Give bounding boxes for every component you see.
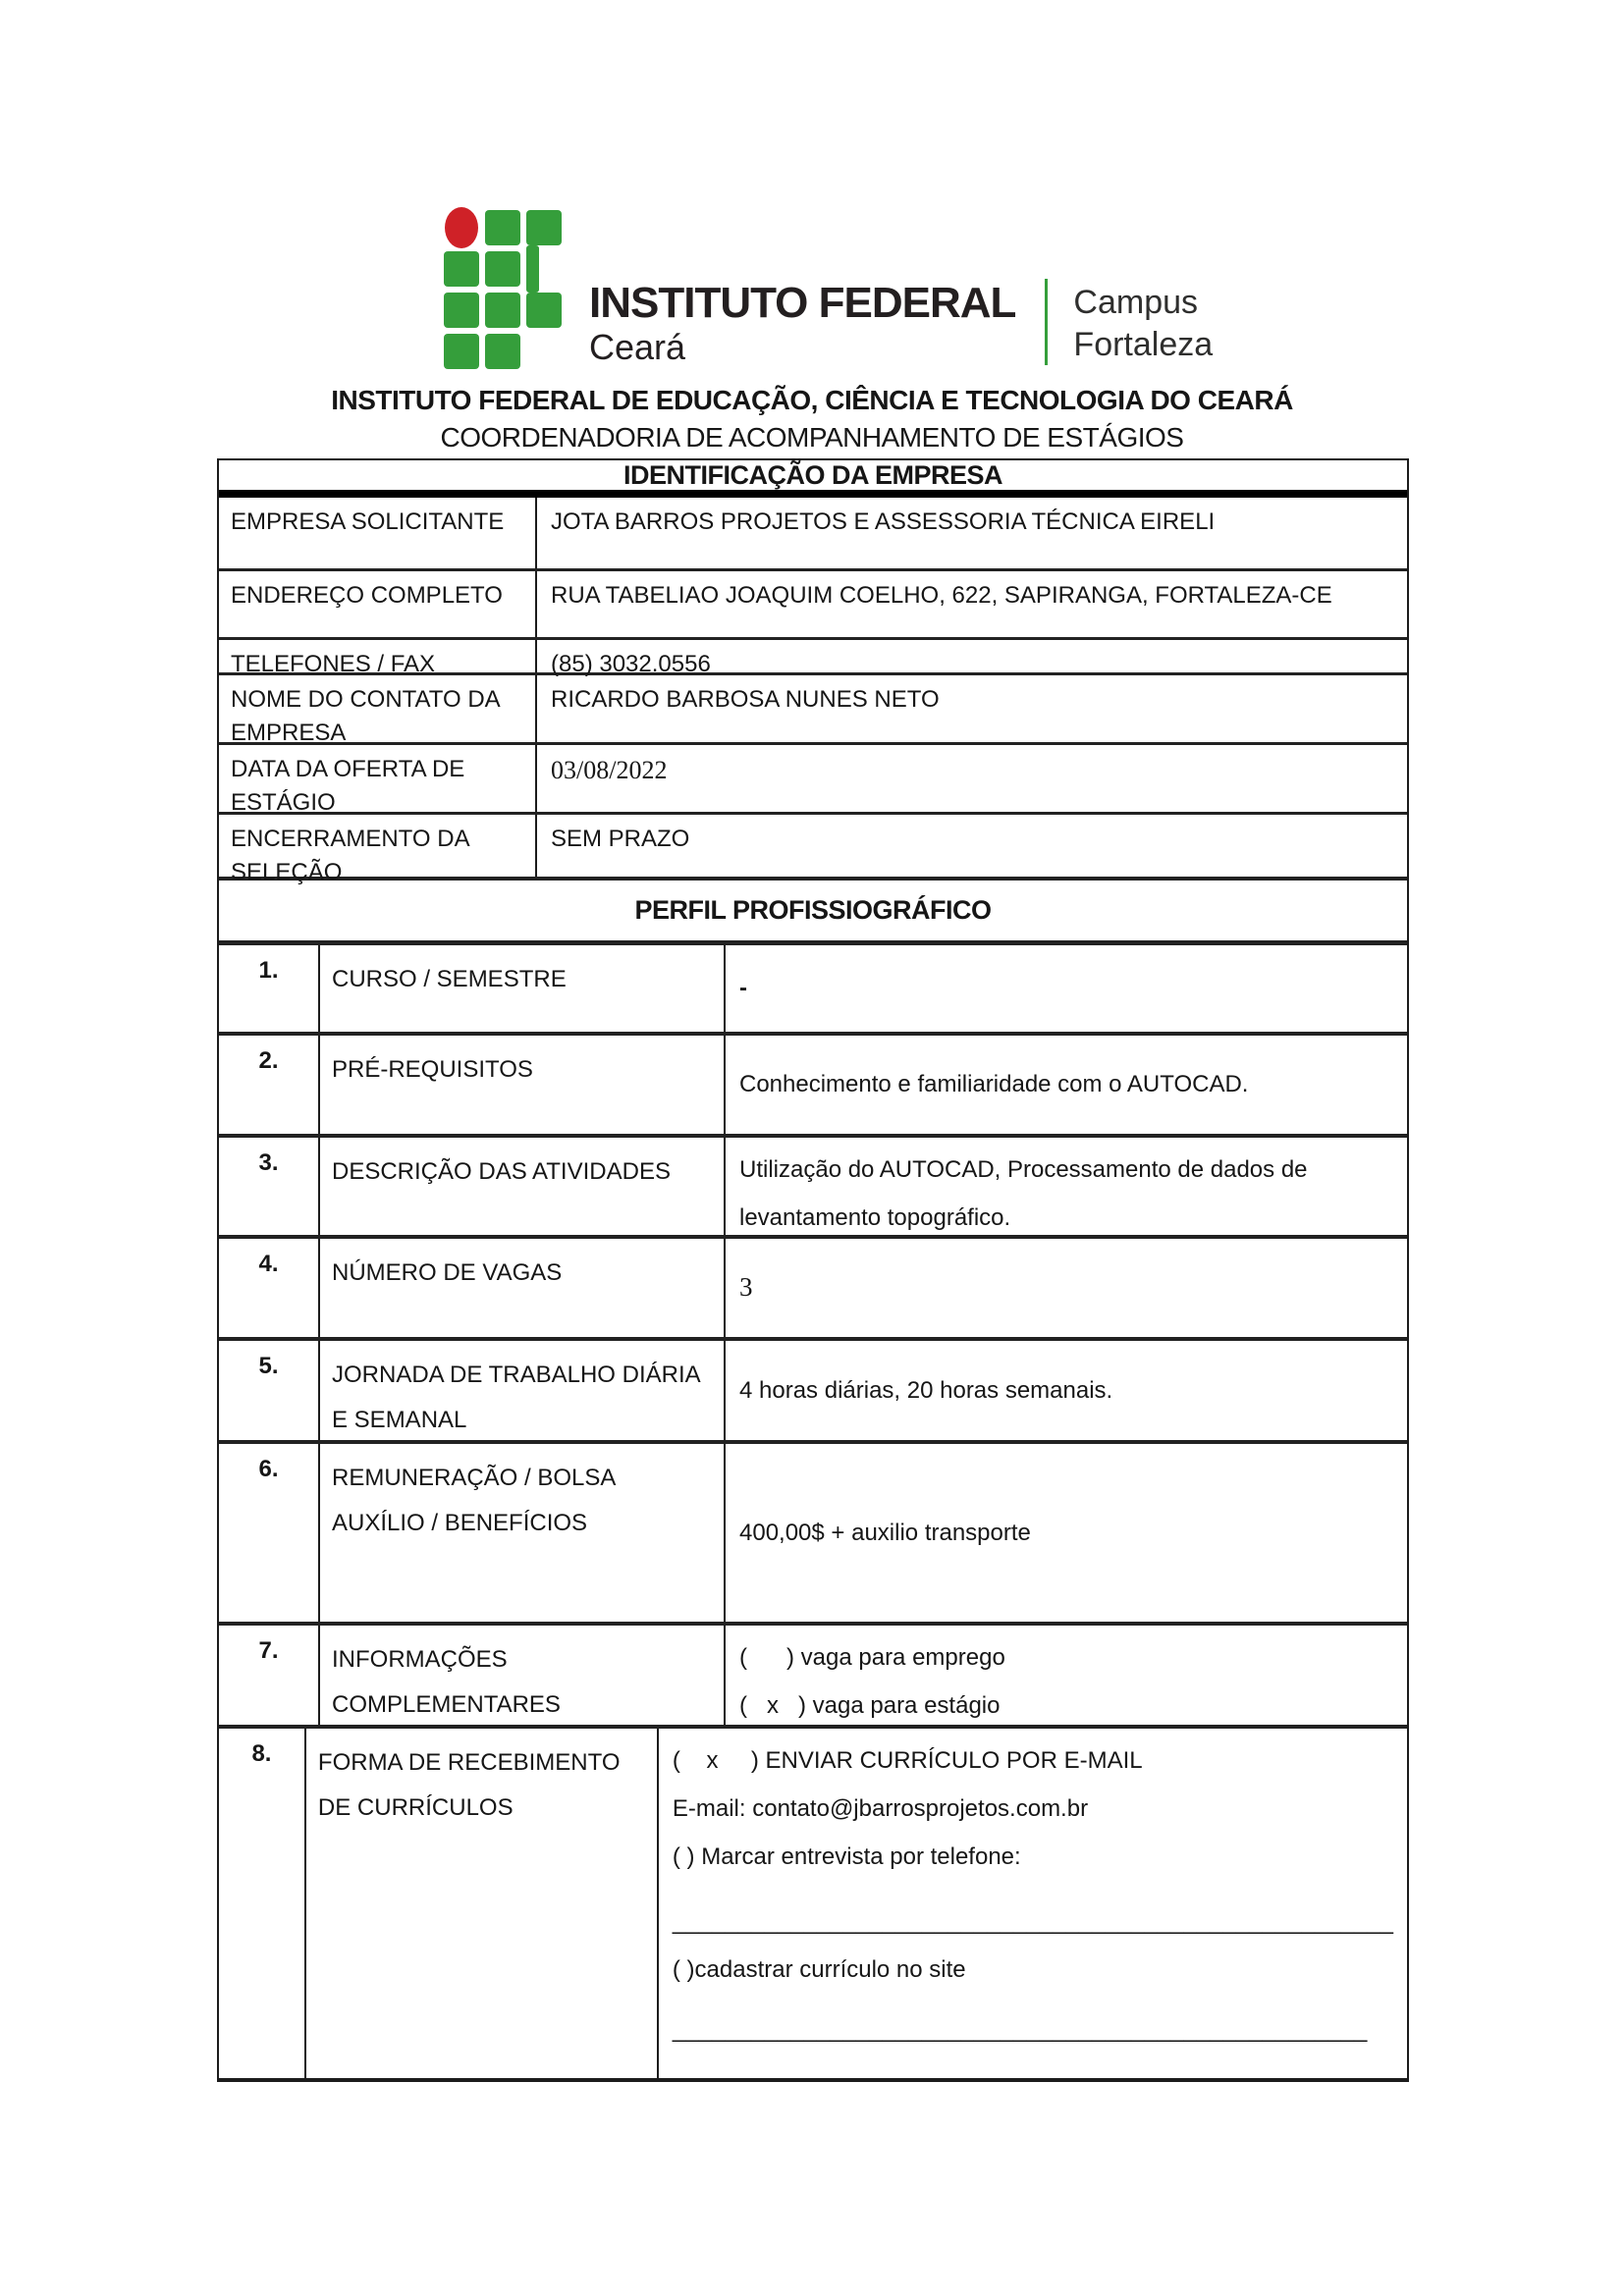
- row-number-cell: 3.: [219, 1138, 320, 1235]
- form-table: [217, 458, 1409, 2082]
- page-title: INSTITUTO FEDERAL DE EDUCAÇÃO, CIÊNCIA E TECNOLOGIA DO CEARÁ: [331, 385, 1293, 415]
- table-row: [219, 945, 1407, 1032]
- table-row: [219, 498, 1407, 568]
- profile-rows: [219, 945, 1407, 2078]
- row-number-cell: 4.: [219, 1239, 320, 1337]
- value-line: 4 horas diárias, 20 horas semanais.: [739, 1376, 1113, 1404]
- row-label-cell: DATA DA OFERTA DE ESTÁGIO: [219, 745, 537, 812]
- table-row: [219, 1337, 1407, 1440]
- logo-wordmark: [589, 281, 1015, 369]
- logo-region-text: Ceará: [589, 326, 686, 367]
- table-row: [219, 568, 1407, 637]
- table-row: [219, 1725, 1407, 2078]
- logo-square-icon: [485, 251, 520, 287]
- ifce-logo: [444, 210, 1213, 369]
- logo-square-icon: [526, 210, 562, 245]
- row-value-cell: [726, 1341, 1407, 1440]
- logo-divider: [1045, 279, 1048, 365]
- row-label-cell: CURSO / SEMESTRE: [320, 945, 726, 1032]
- row-label-cell: FORMA DE RECEBIMENTO DE CURRÍCULOS: [306, 1729, 659, 2078]
- table-row: [219, 1134, 1407, 1235]
- value-line: -: [739, 975, 747, 1002]
- row-number-cell: 6.: [219, 1444, 320, 1622]
- table-row: [219, 1235, 1407, 1337]
- value-line: E-mail: contato@jbarrosprojetos.com.br: [672, 1795, 1089, 1823]
- logo-square-icon: [444, 251, 479, 287]
- row-label-cell: REMUNERAÇÃO / BOLSA AUXÍLIO / BENEFÍCIOS: [320, 1444, 726, 1622]
- ifce-logo-grid-icon: [444, 210, 562, 369]
- logo-square-icon: [526, 293, 562, 328]
- logo-square-icon: [485, 334, 520, 369]
- value-line: ( ) Marcar entrevista por telefone:: [672, 1843, 1021, 1871]
- row-value-cell: [726, 1138, 1407, 1235]
- table-row: [219, 1440, 1407, 1622]
- value-line: ( ) vaga para emprego: [739, 1644, 1005, 1671]
- row-value-cell: [726, 945, 1407, 1032]
- row-number-cell: 5.: [219, 1341, 320, 1440]
- logo-square-icon: [485, 293, 520, 328]
- row-label-cell: NÚMERO DE VAGAS: [320, 1239, 726, 1337]
- logo-red-dot-icon: [445, 207, 478, 248]
- table-row: [219, 672, 1407, 747]
- row-value-cell: SEM PRAZO: [551, 826, 690, 852]
- table-row: [219, 1622, 1407, 1725]
- row-value-cell: RUA TABELIAO JOAQUIM COELHO, 622, SAPIRANGA, FORTALEZA-CE: [551, 582, 1332, 609]
- ruling-line: _____________________________________________________: [672, 2015, 1368, 2043]
- campus-line2: Fortaleza: [1073, 326, 1214, 364]
- table-row: [219, 812, 1407, 886]
- row-value-cell: 03/08/2022: [551, 756, 668, 784]
- table-row: [219, 637, 1407, 677]
- row-number-cell: 1.: [219, 945, 320, 1032]
- row-label-cell: DESCRIÇÃO DAS ATIVIDADES: [320, 1138, 726, 1235]
- row-label-cell: NOME DO CONTATO DA EMPRESA: [219, 675, 537, 742]
- row-label-cell: ENCERRAMENTO DA SELEÇÃO: [219, 815, 537, 877]
- row-number-cell: 2.: [219, 1036, 320, 1134]
- ruling-line: _______________________________________________________: [672, 1907, 1393, 1935]
- section-header-identificacao-da-empresa: IDENTIFICAÇÃO DA EMPRESA: [219, 460, 1407, 498]
- logo-vertical-bar-icon: [526, 245, 539, 293]
- table-row: [219, 1032, 1407, 1134]
- row-value-cell: [726, 1239, 1407, 1337]
- campus-line1: Campus: [1073, 283, 1199, 321]
- logo-campus-text: [1073, 282, 1213, 369]
- row-label-cell: JORNADA DE TRABALHO DIÁRIA E SEMANAL: [320, 1341, 726, 1440]
- row-label-cell: EMPRESA SOLICITANTE: [219, 498, 537, 568]
- section-header-perfil-profissiografico: PERFIL PROFISSIOGRÁFICO: [219, 877, 1407, 945]
- row-label-cell: ENDEREÇO COMPLETO: [219, 571, 537, 637]
- row-value-cell: JOTA BARROS PROJETOS E ASSESSORIA TÉCNICA EIRELI: [551, 508, 1216, 535]
- row-value-cell: [726, 1036, 1407, 1134]
- logo-square-icon: [485, 210, 520, 245]
- row-number-cell: 8.: [219, 1729, 306, 2078]
- row-label-cell: INFORMAÇÕES COMPLEMENTARES: [320, 1626, 726, 1725]
- row-value-cell: [659, 1729, 1407, 2078]
- value-line: ( x ) vaga para estágio: [739, 1692, 1001, 1720]
- row-value-cell: (85) 3032.0556: [551, 651, 711, 677]
- value-line: ( x ) ENVIAR CURRÍCULO POR E-MAIL: [672, 1747, 1143, 1774]
- logo-square-icon: [444, 293, 479, 328]
- logo-brand-text: INSTITUTO FEDERAL: [589, 279, 1016, 328]
- row-number-cell: 7.: [219, 1626, 320, 1725]
- table-row: [219, 742, 1407, 817]
- value-line: Utilização do AUTOCAD, Processamento de dados de levantamento topográfico.: [739, 1156, 1315, 1232]
- page-subtitle: COORDENADORIA DE ACOMPANHAMENTO DE ESTÁGIOS: [440, 422, 1184, 453]
- row-value-cell: RICARDO BARBOSA NUNES NETO: [551, 686, 940, 713]
- logo-square-icon: [444, 334, 479, 369]
- value-line: ( )cadastrar currículo no site: [672, 1955, 966, 1983]
- identification-rows: [219, 498, 1407, 886]
- value-line: 3: [739, 1272, 753, 1303]
- row-label-cell: TELEFONES / FAX: [219, 640, 537, 672]
- row-value-cell: [726, 1444, 1407, 1622]
- value-line: Conhecimento e familiaridade com o AUTOCAD.: [739, 1071, 1249, 1098]
- value-line: 400,00$ + auxilio transporte: [739, 1519, 1031, 1546]
- row-label-cell: PRÉ-REQUISITOS: [320, 1036, 726, 1134]
- row-value-cell: [726, 1626, 1407, 1725]
